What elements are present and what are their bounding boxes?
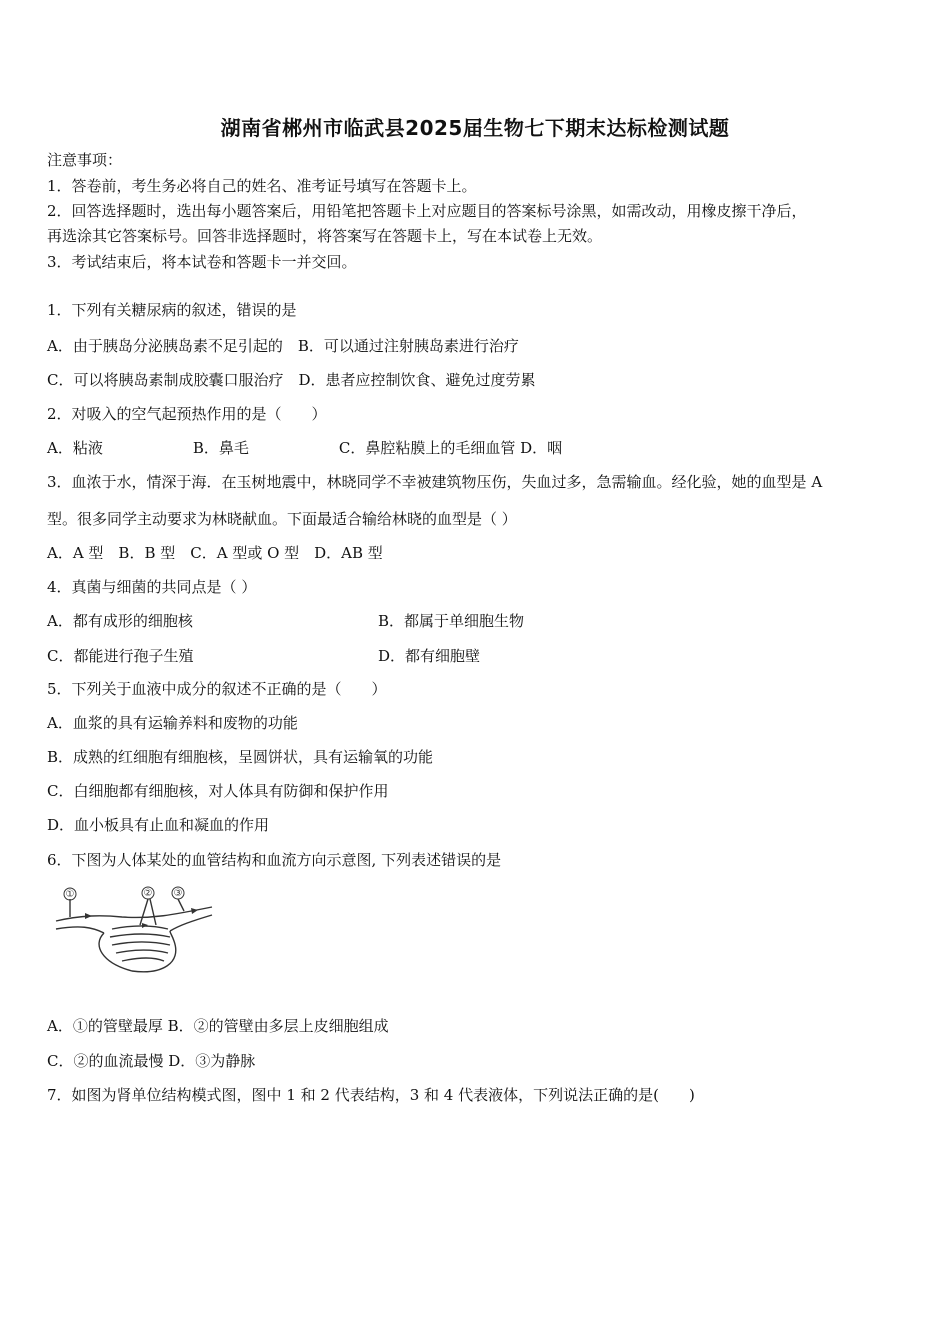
figure-label-2: ②: [143, 888, 153, 899]
q1-stem: 1．下列有关糖尿病的叙述，错误的是: [47, 301, 297, 319]
q2-stem: 2．对吸入的空气起预热作用的是（ ）: [47, 405, 327, 423]
q1-options-cd: C．可以将胰岛素制成胶囊口服治疗 D．患者应控制饮食、避免过度劳累: [47, 371, 536, 389]
q3-options: A．A 型 B．B 型 C．A 型或 O 型 D．AB 型: [47, 544, 383, 562]
q6-options-ab: A．①的管壁最厚 B．②的管壁由多层上皮细胞组成: [47, 1017, 389, 1035]
notice-item-2-cont: 再选涂其它答案标号。回答非选择题时，将答案写在答题卡上，写在本试卷上无效。: [47, 227, 603, 245]
q4-option-c: C．都能进行孢子生殖: [47, 647, 194, 665]
notice-item-3: 3．考试结束后，将本试卷和答题卡一并交回。: [47, 253, 357, 271]
exam-title: 湖南省郴州市临武县2025届生物七下期末达标检测试题: [220, 116, 730, 140]
q3-stem-cont: 型。很多同学主动要求为林晓献血。下面最适合输给林晓的血型是（ ）: [47, 510, 517, 528]
notice-heading: 注意事项：: [47, 151, 123, 169]
figure-label-3: ③: [173, 888, 183, 899]
q4-stem: 4．真菌与细菌的共同点是（ ）: [47, 578, 257, 596]
figure-label-1: ①: [65, 889, 75, 900]
q4-option-a: A．都有成形的细胞核: [47, 612, 193, 630]
q4-option-d: D．都有细胞壁: [378, 647, 481, 665]
q5-option-a: A．血浆的具有运输养料和废物的功能: [47, 714, 298, 732]
q7-stem: 7．如图为肾单位结构模式图，图中 1 和 2 代表结构，3 和 4 代表液体，下列说法正确的是( ): [47, 1086, 695, 1104]
q5-option-c: C．白细胞都有细胞核，对人体具有防御和保护作用: [47, 782, 389, 800]
q6-options-cd: C．②的血流最慢 D．③为静脉: [47, 1052, 256, 1070]
q2-options: A．粘液 B．鼻毛 C．鼻腔粘膜上的毛细血管 D．咽: [47, 439, 563, 457]
q1-options-ab: A．由于胰岛分泌胰岛素不足引起的 B．可以通过注射胰岛素进行治疗: [47, 337, 519, 355]
blood-vessel-diagram: [52, 885, 217, 980]
q5-option-b: B．成熟的红细胞有细胞核，呈圆饼状，具有运输氧的功能: [47, 748, 434, 766]
q6-stem: 6．下图为人体某处的血管结构和血流方向示意图, 下列表述错误的是: [47, 851, 502, 869]
q5-stem: 5．下列关于血液中成分的叙述不正确的是（ ）: [47, 680, 387, 698]
q5-option-d: D．血小板具有止血和凝血的作用: [47, 816, 270, 834]
notice-item-1: 1．答卷前，考生务必将自己的姓名、准考证号填写在答题卡上。: [47, 177, 477, 195]
notice-item-2: 2．回答选择题时，选出每小题答案后，用铅笔把答题卡上对应题目的答案标号涂黑，如需改动，用橡皮擦干净后，: [47, 202, 807, 220]
q4-option-b: B．都属于单细胞生物: [378, 612, 525, 630]
q3-stem: 3．血浓于水，情深于海．在玉树地震中，林晓同学不幸被建筑物压伤，失血过多，急需输血。经化验，她的血型是 A: [47, 473, 823, 491]
